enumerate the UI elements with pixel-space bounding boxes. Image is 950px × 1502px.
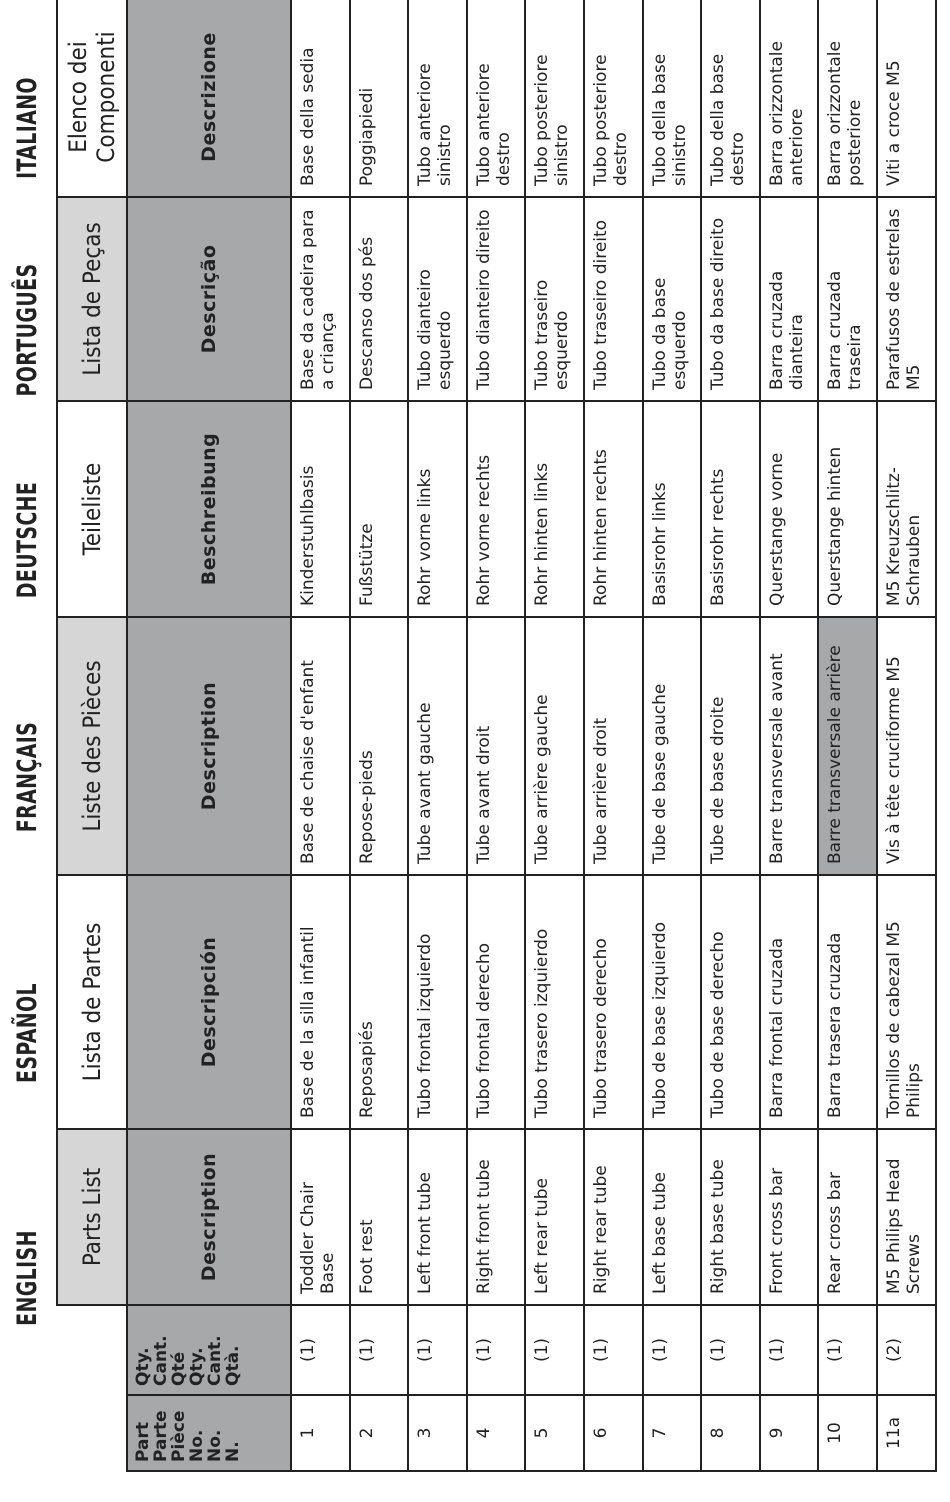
desc-francais: Base de chaise d'enfant bbox=[291, 617, 350, 875]
quantity: (1) bbox=[291, 1305, 350, 1395]
part-header-line: No. bbox=[205, 1429, 225, 1462]
desc-deutsche: Rohr hinten links bbox=[525, 401, 584, 617]
language-espanol: ESPAÑOL bbox=[12, 983, 43, 1083]
desc-english: Left rear tube bbox=[525, 1129, 584, 1305]
part-number: 10 bbox=[818, 1395, 877, 1471]
table-row bbox=[643, 0, 702, 1471]
qty-header-line: Cant. bbox=[151, 1335, 171, 1386]
desc-portugues: Tubo da base esquerdo bbox=[643, 197, 702, 401]
language-francais: FRANÇAIS bbox=[12, 721, 43, 833]
desc-francais: Barre transversale avant bbox=[760, 617, 819, 875]
quantity: (1) bbox=[760, 1305, 819, 1395]
desc-francais: Barre transversale arrière bbox=[818, 617, 877, 875]
part-number: 11a bbox=[877, 1395, 936, 1471]
quantity: (1) bbox=[643, 1305, 702, 1395]
desc-italiano: Viti a croce M5 bbox=[877, 0, 936, 197]
desc-portugues: Tubo traseiro direito bbox=[584, 197, 643, 401]
desc-english: Toddler Chair Base bbox=[291, 1129, 350, 1305]
desc-english: M5 Philips Head Screws bbox=[877, 1129, 936, 1305]
desc-italiano: Tubo posteriore destro bbox=[584, 0, 643, 197]
qty-header-line: Qtà. bbox=[223, 1345, 243, 1386]
quantity: (1) bbox=[584, 1305, 643, 1395]
desc-espanol: Tubo de base derecho bbox=[701, 875, 760, 1129]
desc-italiano: Tubo anteriore sinistro bbox=[408, 0, 467, 197]
description-header-italiano: Descrizione bbox=[127, 0, 291, 197]
desc-english: Left base tube bbox=[643, 1129, 702, 1305]
desc-italiano: Base della sedia bbox=[291, 0, 350, 197]
desc-portugues: Tubo da base direito bbox=[701, 197, 760, 401]
list-title-english: Parts List bbox=[57, 1129, 127, 1305]
desc-portugues: Tubo traseiro esquerdo bbox=[525, 197, 584, 401]
description-header-espanol: Descripción bbox=[127, 875, 291, 1129]
part-number: 8 bbox=[701, 1395, 760, 1471]
table-row bbox=[760, 0, 819, 1471]
quantity: (1) bbox=[525, 1305, 584, 1395]
part-number: 1 bbox=[291, 1395, 350, 1471]
part-number-header bbox=[127, 1395, 291, 1471]
desc-english: Left front tube bbox=[408, 1129, 467, 1305]
table-row bbox=[350, 0, 409, 1471]
description-header-portugues: Descrição bbox=[127, 197, 291, 401]
desc-francais: Tube arrière droit bbox=[584, 617, 643, 875]
desc-italiano: Tubo posteriore sinistro bbox=[525, 0, 584, 197]
list-title-italiano: Elenco dei Componenti bbox=[57, 0, 127, 197]
quantity: (1) bbox=[818, 1305, 877, 1395]
part-number: 3 bbox=[408, 1395, 467, 1471]
quantity: (1) bbox=[408, 1305, 467, 1395]
blank-cell bbox=[57, 1395, 127, 1471]
quantity: (1) bbox=[467, 1305, 526, 1395]
desc-espanol: Reposapiés bbox=[350, 875, 409, 1129]
desc-espanol: Tubo trasero izquierdo bbox=[525, 875, 584, 1129]
desc-portugues: Tubo dianteiro direito bbox=[467, 197, 526, 401]
desc-francais: Repose-pieds bbox=[350, 617, 409, 875]
table-row bbox=[818, 0, 877, 1471]
qty-header-line: Qty. bbox=[133, 1347, 153, 1386]
desc-francais: Tube de base gauche bbox=[643, 617, 702, 875]
desc-deutsche: Kinderstuhlbasis bbox=[291, 401, 350, 617]
desc-espanol: Base de la silla infantil bbox=[291, 875, 350, 1129]
desc-deutsche: Basisrohr links bbox=[643, 401, 702, 617]
table-row bbox=[701, 0, 760, 1471]
table-row bbox=[525, 0, 584, 1471]
desc-portugues: Descanso dos pés bbox=[350, 197, 409, 401]
language-portugues: PORTUGUÊS bbox=[12, 263, 43, 397]
desc-portugues: Parafusos de estrelas M5 bbox=[877, 197, 936, 401]
list-title-portugues: Lista de Peças bbox=[57, 197, 127, 401]
language-italiano: ITALIANO bbox=[12, 77, 43, 179]
language-english: ENGLISH bbox=[12, 1230, 43, 1326]
desc-francais: Tube arrière gauche bbox=[525, 617, 584, 875]
desc-english: Foot rest bbox=[350, 1129, 409, 1305]
desc-english: Front cross bar bbox=[760, 1129, 819, 1305]
part-number: 6 bbox=[584, 1395, 643, 1471]
desc-english: Right base tube bbox=[701, 1129, 760, 1305]
desc-espanol: Tubo trasero derecho bbox=[584, 875, 643, 1129]
desc-deutsche: Rohr vorne links bbox=[408, 401, 467, 617]
desc-portugues: Barra cruzada traseira bbox=[818, 197, 877, 401]
parts-table bbox=[56, 0, 937, 1472]
part-header-line: No. bbox=[187, 1429, 207, 1462]
desc-espanol: Tubo frontal izquierdo bbox=[408, 875, 467, 1129]
part-header-line: N. bbox=[223, 1441, 243, 1462]
part-header-line: Parte bbox=[151, 1410, 171, 1462]
qty-header-line: Qty. bbox=[187, 1347, 207, 1386]
table-row bbox=[408, 0, 467, 1471]
part-number: 9 bbox=[760, 1395, 819, 1471]
desc-italiano: Poggiapiedi bbox=[350, 0, 409, 197]
part-number: 2 bbox=[350, 1395, 409, 1471]
desc-italiano: Barra orizzontale posteriore bbox=[818, 0, 877, 197]
desc-espanol: Tubo frontal derecho bbox=[467, 875, 526, 1129]
quantity: (1) bbox=[350, 1305, 409, 1395]
desc-espanol: Barra trasera cruzada bbox=[818, 875, 877, 1129]
desc-francais: Tube avant droit bbox=[467, 617, 526, 875]
desc-italiano: Tubo anteriore destro bbox=[467, 0, 526, 197]
list-title-francais: Liste des Pièces bbox=[57, 617, 127, 875]
desc-francais: Tube de base droite bbox=[701, 617, 760, 875]
description-header-deutsche: Beschreibung bbox=[127, 401, 291, 617]
description-header-francais: Description bbox=[127, 617, 291, 875]
blank-cell bbox=[57, 1305, 127, 1395]
desc-deutsche: Rohr vorne rechts bbox=[467, 401, 526, 617]
desc-espanol: Tornillos de cabezal M5 Philips bbox=[877, 875, 936, 1129]
qty-header-line: Qté bbox=[169, 1351, 189, 1386]
desc-portugues: Base da cadeira para a criança bbox=[291, 197, 350, 401]
desc-portugues: Barra cruzada dianteira bbox=[760, 197, 819, 401]
description-header-english: Description bbox=[127, 1129, 291, 1305]
list-title-deutsche: Teileliste bbox=[57, 401, 127, 617]
desc-english: Right front tube bbox=[467, 1129, 526, 1305]
quantity: (1) bbox=[701, 1305, 760, 1395]
desc-deutsche: M5 Kreuzschlitz-Schrauben bbox=[877, 401, 936, 617]
desc-deutsche: Fußstütze bbox=[350, 401, 409, 617]
quantity: (2) bbox=[877, 1305, 936, 1395]
desc-portugues: Tubo dianteiro esquerdo bbox=[408, 197, 467, 401]
table-row bbox=[291, 0, 350, 1471]
part-number: 7 bbox=[643, 1395, 702, 1471]
list-title-row bbox=[57, 0, 127, 1471]
part-header-line: Part bbox=[133, 1422, 153, 1462]
desc-espanol: Barra frontal cruzada bbox=[760, 875, 819, 1129]
quantity-header bbox=[127, 1305, 291, 1395]
column-header-row bbox=[127, 0, 291, 1471]
desc-espanol: Tubo de base izquierdo bbox=[643, 875, 702, 1129]
desc-francais: Tube avant gauche bbox=[408, 617, 467, 875]
qty-header-line: Cant. bbox=[205, 1335, 225, 1386]
table-row bbox=[584, 0, 643, 1471]
desc-deutsche: Querstange hinten bbox=[818, 401, 877, 617]
desc-english: Rear cross bar bbox=[818, 1129, 877, 1305]
language-deutsche: DEUTSCHE bbox=[12, 481, 43, 599]
desc-deutsche: Querstange vorne bbox=[760, 401, 819, 617]
list-title-espanol: Lista de Partes bbox=[57, 875, 127, 1129]
desc-deutsche: Rohr hinten rechts bbox=[584, 401, 643, 617]
part-number: 5 bbox=[525, 1395, 584, 1471]
desc-english: Right rear tube bbox=[584, 1129, 643, 1305]
table-row bbox=[467, 0, 526, 1471]
table-row bbox=[877, 0, 936, 1471]
desc-italiano: Tubo della base sinistro bbox=[643, 0, 702, 197]
part-header-line: Pièce bbox=[169, 1410, 189, 1462]
desc-italiano: Tubo della base destro bbox=[701, 0, 760, 197]
desc-italiano: Barra orizzontale anteriore bbox=[760, 0, 819, 197]
desc-deutsche: Basisrohr rechts bbox=[701, 401, 760, 617]
desc-francais: Vis à tête cruciforme M5 bbox=[877, 617, 936, 875]
part-number: 4 bbox=[467, 1395, 526, 1471]
